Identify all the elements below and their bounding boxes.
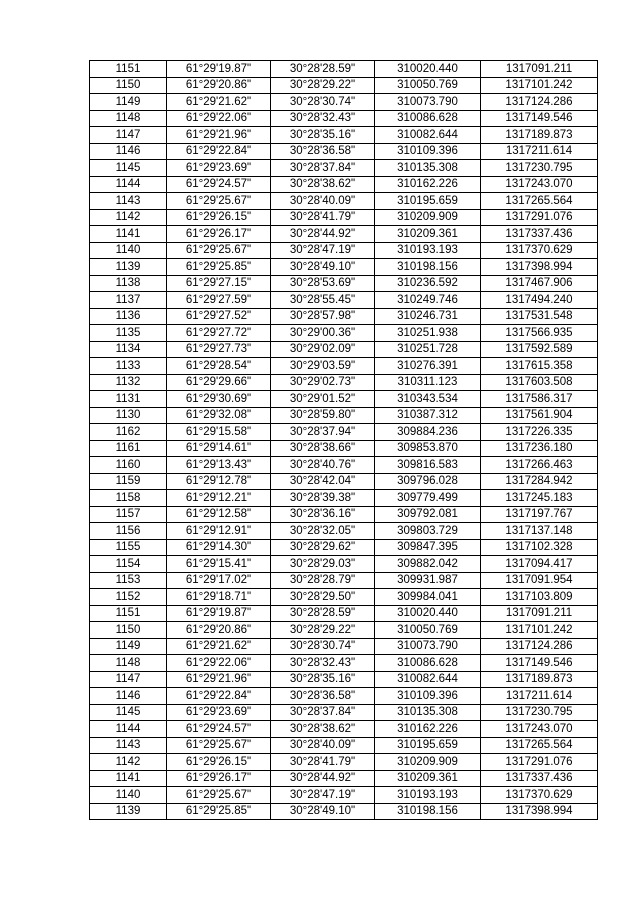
x-coordinate-cell: 309884.236 [375, 424, 481, 441]
longitude-cell: 30°28'38.62" [271, 721, 375, 738]
point-number-cell: 1162 [90, 424, 167, 441]
longitude-cell: 30°28'40.09" [271, 737, 375, 754]
point-number-cell: 1151 [90, 61, 167, 78]
longitude-cell: 30°28'59.80" [271, 407, 375, 424]
x-coordinate-cell: 310109.396 [375, 143, 481, 160]
longitude-cell: 30°28'39.38" [271, 490, 375, 507]
table-row [90, 358, 598, 375]
latitude-cell: 61°29'14.61" [167, 440, 271, 457]
y-coordinate-cell: 1317370.629 [481, 242, 598, 259]
x-coordinate-cell: 310343.534 [375, 391, 481, 408]
longitude-cell: 30°28'28.59" [271, 61, 375, 78]
x-coordinate-cell: 310251.728 [375, 341, 481, 358]
x-coordinate-cell: 310162.226 [375, 176, 481, 193]
longitude-cell: 30°28'55.45" [271, 292, 375, 309]
latitude-cell: 61°29'32.08" [167, 407, 271, 424]
table-row [90, 457, 598, 474]
longitude-cell: 30°28'30.74" [271, 638, 375, 655]
latitude-cell: 61°29'19.87" [167, 61, 271, 78]
x-coordinate-cell: 309779.499 [375, 490, 481, 507]
longitude-cell: 30°28'29.22" [271, 77, 375, 94]
x-coordinate-cell: 310020.440 [375, 61, 481, 78]
y-coordinate-cell: 1317615.358 [481, 358, 598, 375]
longitude-cell: 30°28'35.16" [271, 671, 375, 688]
y-coordinate-cell: 1317189.873 [481, 127, 598, 144]
point-number-cell: 1138 [90, 275, 167, 292]
point-number-cell: 1135 [90, 325, 167, 342]
longitude-cell: 30°28'49.10" [271, 259, 375, 276]
table-row [90, 374, 598, 391]
longitude-cell: 30°28'29.62" [271, 539, 375, 556]
point-number-cell: 1133 [90, 358, 167, 375]
table-row [90, 209, 598, 226]
y-coordinate-cell: 1317245.183 [481, 490, 598, 507]
longitude-cell: 30°29'03.59" [271, 358, 375, 375]
latitude-cell: 61°29'15.58" [167, 424, 271, 441]
latitude-cell: 61°29'23.69" [167, 704, 271, 721]
longitude-cell: 30°29'02.09" [271, 341, 375, 358]
y-coordinate-cell: 1317265.564 [481, 193, 598, 210]
y-coordinate-cell: 1317189.873 [481, 671, 598, 688]
x-coordinate-cell: 310209.909 [375, 754, 481, 771]
table-row [90, 308, 598, 325]
point-number-cell: 1130 [90, 407, 167, 424]
table-row [90, 754, 598, 771]
longitude-cell: 30°29'01.52" [271, 391, 375, 408]
y-coordinate-cell: 1317094.417 [481, 556, 598, 573]
y-coordinate-cell: 1317586.317 [481, 391, 598, 408]
latitude-cell: 61°29'25.67" [167, 242, 271, 259]
longitude-cell: 30°28'35.16" [271, 127, 375, 144]
table-row [90, 473, 598, 490]
latitude-cell: 61°29'25.85" [167, 259, 271, 276]
y-coordinate-cell: 1317337.436 [481, 226, 598, 243]
y-coordinate-cell: 1317197.767 [481, 506, 598, 523]
table-row [90, 275, 598, 292]
x-coordinate-cell: 310082.644 [375, 127, 481, 144]
y-coordinate-cell: 1317149.546 [481, 655, 598, 672]
table-row [90, 506, 598, 523]
x-coordinate-cell: 309882.042 [375, 556, 481, 573]
latitude-cell: 61°29'27.73" [167, 341, 271, 358]
latitude-cell: 61°29'21.96" [167, 671, 271, 688]
y-coordinate-cell: 1317101.242 [481, 622, 598, 639]
latitude-cell: 61°29'28.54" [167, 358, 271, 375]
x-coordinate-cell: 310082.644 [375, 671, 481, 688]
x-coordinate-cell: 310246.731 [375, 308, 481, 325]
x-coordinate-cell: 310193.193 [375, 787, 481, 804]
x-coordinate-cell: 310020.440 [375, 605, 481, 622]
latitude-cell: 61°29'12.78" [167, 473, 271, 490]
y-coordinate-cell: 1317291.076 [481, 209, 598, 226]
table-row [90, 605, 598, 622]
table-row [90, 737, 598, 754]
x-coordinate-cell: 310109.396 [375, 688, 481, 705]
x-coordinate-cell: 310195.659 [375, 193, 481, 210]
point-number-cell: 1145 [90, 704, 167, 721]
longitude-cell: 30°28'28.79" [271, 572, 375, 589]
table-row [90, 77, 598, 94]
longitude-cell: 30°28'44.92" [271, 226, 375, 243]
y-coordinate-cell: 1317398.994 [481, 803, 598, 820]
point-number-cell: 1141 [90, 770, 167, 787]
y-coordinate-cell: 1317266.463 [481, 457, 598, 474]
table-row [90, 671, 598, 688]
table-row [90, 556, 598, 573]
y-coordinate-cell: 1317091.211 [481, 61, 598, 78]
latitude-cell: 61°29'12.91" [167, 523, 271, 540]
table-row [90, 61, 598, 78]
longitude-cell: 30°28'37.84" [271, 704, 375, 721]
latitude-cell: 61°29'30.69" [167, 391, 271, 408]
table-row [90, 160, 598, 177]
x-coordinate-cell: 309803.729 [375, 523, 481, 540]
longitude-cell: 30°28'47.19" [271, 242, 375, 259]
table-row [90, 688, 598, 705]
table-row [90, 655, 598, 672]
table-row [90, 589, 598, 606]
table-row [90, 424, 598, 441]
x-coordinate-cell: 309984.041 [375, 589, 481, 606]
x-coordinate-cell: 310073.790 [375, 94, 481, 111]
latitude-cell: 61°29'26.15" [167, 209, 271, 226]
latitude-cell: 61°29'22.84" [167, 688, 271, 705]
table-row [90, 803, 598, 820]
table-row [90, 638, 598, 655]
longitude-cell: 30°28'44.92" [271, 770, 375, 787]
y-coordinate-cell: 1317243.070 [481, 176, 598, 193]
latitude-cell: 61°29'19.87" [167, 605, 271, 622]
y-coordinate-cell: 1317091.211 [481, 605, 598, 622]
x-coordinate-cell: 310209.361 [375, 770, 481, 787]
y-coordinate-cell: 1317211.614 [481, 688, 598, 705]
longitude-cell: 30°28'36.58" [271, 143, 375, 160]
table-row [90, 721, 598, 738]
longitude-cell: 30°28'30.74" [271, 94, 375, 111]
x-coordinate-cell: 310086.628 [375, 110, 481, 127]
point-number-cell: 1147 [90, 671, 167, 688]
y-coordinate-cell: 1317592.589 [481, 341, 598, 358]
x-coordinate-cell: 310387.312 [375, 407, 481, 424]
x-coordinate-cell: 309796.028 [375, 473, 481, 490]
coordinates-table-body [90, 61, 598, 820]
point-number-cell: 1157 [90, 506, 167, 523]
y-coordinate-cell: 1317091.954 [481, 572, 598, 589]
table-row [90, 127, 598, 144]
x-coordinate-cell: 309792.081 [375, 506, 481, 523]
longitude-cell: 30°28'49.10" [271, 803, 375, 820]
y-coordinate-cell: 1317230.795 [481, 160, 598, 177]
latitude-cell: 61°29'22.84" [167, 143, 271, 160]
table-row [90, 176, 598, 193]
x-coordinate-cell: 310276.391 [375, 358, 481, 375]
y-coordinate-cell: 1317124.286 [481, 94, 598, 111]
y-coordinate-cell: 1317211.614 [481, 143, 598, 160]
longitude-cell: 30°28'41.79" [271, 209, 375, 226]
longitude-cell: 30°28'36.58" [271, 688, 375, 705]
y-coordinate-cell: 1317137.148 [481, 523, 598, 540]
latitude-cell: 61°29'26.17" [167, 770, 271, 787]
longitude-cell: 30°28'36.16" [271, 506, 375, 523]
point-number-cell: 1144 [90, 176, 167, 193]
y-coordinate-cell: 1317101.242 [481, 77, 598, 94]
table-row [90, 242, 598, 259]
point-number-cell: 1150 [90, 622, 167, 639]
latitude-cell: 61°29'26.17" [167, 226, 271, 243]
y-coordinate-cell: 1317566.935 [481, 325, 598, 342]
table-row [90, 539, 598, 556]
x-coordinate-cell: 310249.746 [375, 292, 481, 309]
x-coordinate-cell: 310311.123 [375, 374, 481, 391]
x-coordinate-cell: 310195.659 [375, 737, 481, 754]
point-number-cell: 1160 [90, 457, 167, 474]
table-row [90, 110, 598, 127]
y-coordinate-cell: 1317531.548 [481, 308, 598, 325]
point-number-cell: 1143 [90, 737, 167, 754]
latitude-cell: 61°29'21.62" [167, 94, 271, 111]
latitude-cell: 61°29'20.86" [167, 77, 271, 94]
latitude-cell: 61°29'21.96" [167, 127, 271, 144]
x-coordinate-cell: 310135.308 [375, 160, 481, 177]
point-number-cell: 1131 [90, 391, 167, 408]
latitude-cell: 61°29'27.15" [167, 275, 271, 292]
latitude-cell: 61°29'27.72" [167, 325, 271, 342]
point-number-cell: 1140 [90, 787, 167, 804]
y-coordinate-cell: 1317236.180 [481, 440, 598, 457]
y-coordinate-cell: 1317603.508 [481, 374, 598, 391]
table-row [90, 325, 598, 342]
point-number-cell: 1156 [90, 523, 167, 540]
y-coordinate-cell: 1317103.809 [481, 589, 598, 606]
longitude-cell: 30°29'02.73" [271, 374, 375, 391]
point-number-cell: 1152 [90, 589, 167, 606]
latitude-cell: 61°29'23.69" [167, 160, 271, 177]
longitude-cell: 30°28'32.43" [271, 110, 375, 127]
longitude-cell: 30°28'28.59" [271, 605, 375, 622]
x-coordinate-cell: 310198.156 [375, 259, 481, 276]
point-number-cell: 1132 [90, 374, 167, 391]
x-coordinate-cell: 310193.193 [375, 242, 481, 259]
table-row [90, 523, 598, 540]
table-row [90, 292, 598, 309]
longitude-cell: 30°28'53.69" [271, 275, 375, 292]
latitude-cell: 61°29'25.67" [167, 737, 271, 754]
point-number-cell: 1149 [90, 638, 167, 655]
latitude-cell: 61°29'12.58" [167, 506, 271, 523]
x-coordinate-cell: 310073.790 [375, 638, 481, 655]
longitude-cell: 30°28'29.22" [271, 622, 375, 639]
y-coordinate-cell: 1317265.564 [481, 737, 598, 754]
x-coordinate-cell: 310198.156 [375, 803, 481, 820]
coordinates-table [89, 60, 598, 820]
latitude-cell: 61°29'14.30" [167, 539, 271, 556]
table-row [90, 143, 598, 160]
x-coordinate-cell: 310050.769 [375, 77, 481, 94]
longitude-cell: 30°28'37.84" [271, 160, 375, 177]
longitude-cell: 30°28'29.50" [271, 589, 375, 606]
latitude-cell: 61°29'27.52" [167, 308, 271, 325]
x-coordinate-cell: 309816.583 [375, 457, 481, 474]
longitude-cell: 30°28'40.09" [271, 193, 375, 210]
latitude-cell: 61°29'22.06" [167, 110, 271, 127]
table-row [90, 770, 598, 787]
table-row [90, 622, 598, 639]
x-coordinate-cell: 310135.308 [375, 704, 481, 721]
longitude-cell: 30°28'38.66" [271, 440, 375, 457]
table-row [90, 226, 598, 243]
point-number-cell: 1134 [90, 341, 167, 358]
point-number-cell: 1142 [90, 209, 167, 226]
point-number-cell: 1145 [90, 160, 167, 177]
y-coordinate-cell: 1317398.994 [481, 259, 598, 276]
point-number-cell: 1146 [90, 688, 167, 705]
table-row [90, 193, 598, 210]
latitude-cell: 61°29'12.21" [167, 490, 271, 507]
point-number-cell: 1137 [90, 292, 167, 309]
longitude-cell: 30°28'38.62" [271, 176, 375, 193]
point-number-cell: 1140 [90, 242, 167, 259]
table-row [90, 787, 598, 804]
table-row [90, 341, 598, 358]
point-number-cell: 1153 [90, 572, 167, 589]
y-coordinate-cell: 1317494.240 [481, 292, 598, 309]
x-coordinate-cell: 310050.769 [375, 622, 481, 639]
x-coordinate-cell: 310086.628 [375, 655, 481, 672]
latitude-cell: 61°29'26.15" [167, 754, 271, 771]
latitude-cell: 61°29'21.62" [167, 638, 271, 655]
point-number-cell: 1143 [90, 193, 167, 210]
longitude-cell: 30°29'00.36" [271, 325, 375, 342]
point-number-cell: 1146 [90, 143, 167, 160]
point-number-cell: 1147 [90, 127, 167, 144]
point-number-cell: 1142 [90, 754, 167, 771]
longitude-cell: 30°28'47.19" [271, 787, 375, 804]
x-coordinate-cell: 310162.226 [375, 721, 481, 738]
latitude-cell: 61°29'24.57" [167, 176, 271, 193]
y-coordinate-cell: 1317284.942 [481, 473, 598, 490]
latitude-cell: 61°29'25.67" [167, 787, 271, 804]
y-coordinate-cell: 1317291.076 [481, 754, 598, 771]
y-coordinate-cell: 1317337.436 [481, 770, 598, 787]
y-coordinate-cell: 1317226.335 [481, 424, 598, 441]
table-row [90, 94, 598, 111]
table-row [90, 704, 598, 721]
table-row [90, 407, 598, 424]
point-number-cell: 1148 [90, 655, 167, 672]
y-coordinate-cell: 1317230.795 [481, 704, 598, 721]
y-coordinate-cell: 1317561.904 [481, 407, 598, 424]
point-number-cell: 1155 [90, 539, 167, 556]
latitude-cell: 61°29'20.86" [167, 622, 271, 639]
point-number-cell: 1136 [90, 308, 167, 325]
point-number-cell: 1150 [90, 77, 167, 94]
x-coordinate-cell: 310251.938 [375, 325, 481, 342]
longitude-cell: 30°28'37.94" [271, 424, 375, 441]
table-row [90, 490, 598, 507]
y-coordinate-cell: 1317124.286 [481, 638, 598, 655]
point-number-cell: 1159 [90, 473, 167, 490]
longitude-cell: 30°28'32.43" [271, 655, 375, 672]
point-number-cell: 1151 [90, 605, 167, 622]
latitude-cell: 61°29'25.67" [167, 193, 271, 210]
y-coordinate-cell: 1317243.070 [481, 721, 598, 738]
longitude-cell: 30°28'29.03" [271, 556, 375, 573]
latitude-cell: 61°29'18.71" [167, 589, 271, 606]
latitude-cell: 61°29'17.02" [167, 572, 271, 589]
point-number-cell: 1158 [90, 490, 167, 507]
point-number-cell: 1161 [90, 440, 167, 457]
point-number-cell: 1141 [90, 226, 167, 243]
point-number-cell: 1149 [90, 94, 167, 111]
point-number-cell: 1139 [90, 803, 167, 820]
x-coordinate-cell: 310209.361 [375, 226, 481, 243]
latitude-cell: 61°29'15.41" [167, 556, 271, 573]
table-row [90, 259, 598, 276]
point-number-cell: 1148 [90, 110, 167, 127]
longitude-cell: 30°28'57.98" [271, 308, 375, 325]
y-coordinate-cell: 1317467.906 [481, 275, 598, 292]
y-coordinate-cell: 1317370.629 [481, 787, 598, 804]
latitude-cell: 61°29'29.66" [167, 374, 271, 391]
latitude-cell: 61°29'24.57" [167, 721, 271, 738]
table-row [90, 572, 598, 589]
latitude-cell: 61°29'22.06" [167, 655, 271, 672]
table-row [90, 440, 598, 457]
point-number-cell: 1154 [90, 556, 167, 573]
y-coordinate-cell: 1317149.546 [481, 110, 598, 127]
latitude-cell: 61°29'27.59" [167, 292, 271, 309]
x-coordinate-cell: 309847.395 [375, 539, 481, 556]
x-coordinate-cell: 309853.870 [375, 440, 481, 457]
latitude-cell: 61°29'13.43" [167, 457, 271, 474]
y-coordinate-cell: 1317102.328 [481, 539, 598, 556]
longitude-cell: 30°28'32.05" [271, 523, 375, 540]
table-row [90, 391, 598, 408]
point-number-cell: 1144 [90, 721, 167, 738]
latitude-cell: 61°29'25.85" [167, 803, 271, 820]
x-coordinate-cell: 310209.909 [375, 209, 481, 226]
x-coordinate-cell: 309931.987 [375, 572, 481, 589]
longitude-cell: 30°28'42.04" [271, 473, 375, 490]
point-number-cell: 1139 [90, 259, 167, 276]
x-coordinate-cell: 310236.592 [375, 275, 481, 292]
longitude-cell: 30°28'41.79" [271, 754, 375, 771]
longitude-cell: 30°28'40.76" [271, 457, 375, 474]
